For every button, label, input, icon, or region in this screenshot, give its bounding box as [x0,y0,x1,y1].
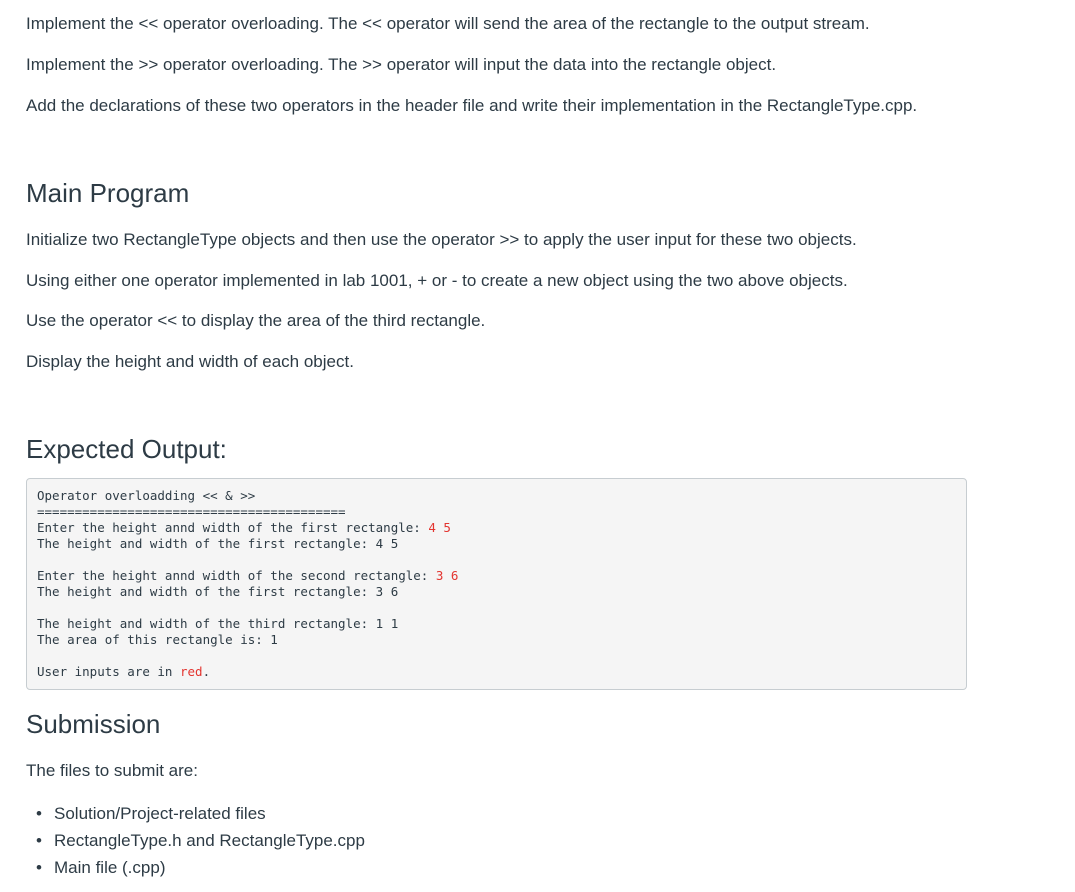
note-red-word: red [180,664,203,679]
expected-output-code-block [26,478,967,690]
bullet-icon: • [36,858,42,877]
first-prompt: Enter the height annd width of the first rectangle: [37,520,429,535]
output-third-echo: The height and width of the third rectangle: 1 1 [37,616,399,631]
main-program-paragraph-2: Using either one operator implemented in lab 1001, + or - to create a new object using the two above objects. [26,271,848,290]
output-first-prompt-line [37,520,956,536]
note-prefix: User inputs are in [37,664,180,679]
main-program-paragraph-1: Initialize two RectangleType objects and then use the operator >> to apply the user input for these two objects. [26,230,857,249]
note-suffix: . [202,664,211,679]
main-program-heading: Main Program [26,178,190,208]
list-item: • Main file (.cpp) [26,854,365,881]
first-user-input: 4 5 [428,520,451,535]
intro-paragraph-1: Implement the << operator overloading. The << operator will send the area of the rectangle to the output stream. [26,14,870,33]
bullet-icon: • [36,831,42,850]
output-second-prompt-line [37,568,956,584]
main-program-paragraph-3: Use the operator << to display the area of the third rectangle. [26,311,486,330]
submission-heading: Submission [26,709,161,739]
second-prompt: Enter the height annd width of the second rectangle: [37,568,436,583]
expected-output-heading: Expected Output: [26,434,227,464]
output-first-echo: The height and width of the first rectangle: 4 5 [37,536,399,551]
submission-intro: The files to submit are: [26,761,198,780]
intro-paragraph-3: Add the declarations of these two operators in the header file and write their implementation in the RectangleType.cpp. [26,96,918,115]
bullet-icon: • [36,804,42,823]
main-program-paragraph-4: Display the height and width of each object. [26,352,354,371]
second-user-input: 3 6 [435,568,459,583]
output-second-echo: The height and width of the first rectangle: 3 6 [37,584,399,599]
output-note-line [37,664,956,680]
list-item: • RectangleType.h and RectangleType.cpp [26,827,365,854]
output-area-line: The area of this rectangle is: 1 [37,632,278,647]
submission-file-list [26,800,365,881]
intro-paragraph-2: Implement the >> operator overloading. The >> operator will input the data into the rectangle object. [26,55,777,74]
output-separator: ========================================= [37,504,346,519]
list-item: • Solution/Project-related files [26,800,365,827]
output-title-line: Operator overloadding << & >> [37,488,256,503]
